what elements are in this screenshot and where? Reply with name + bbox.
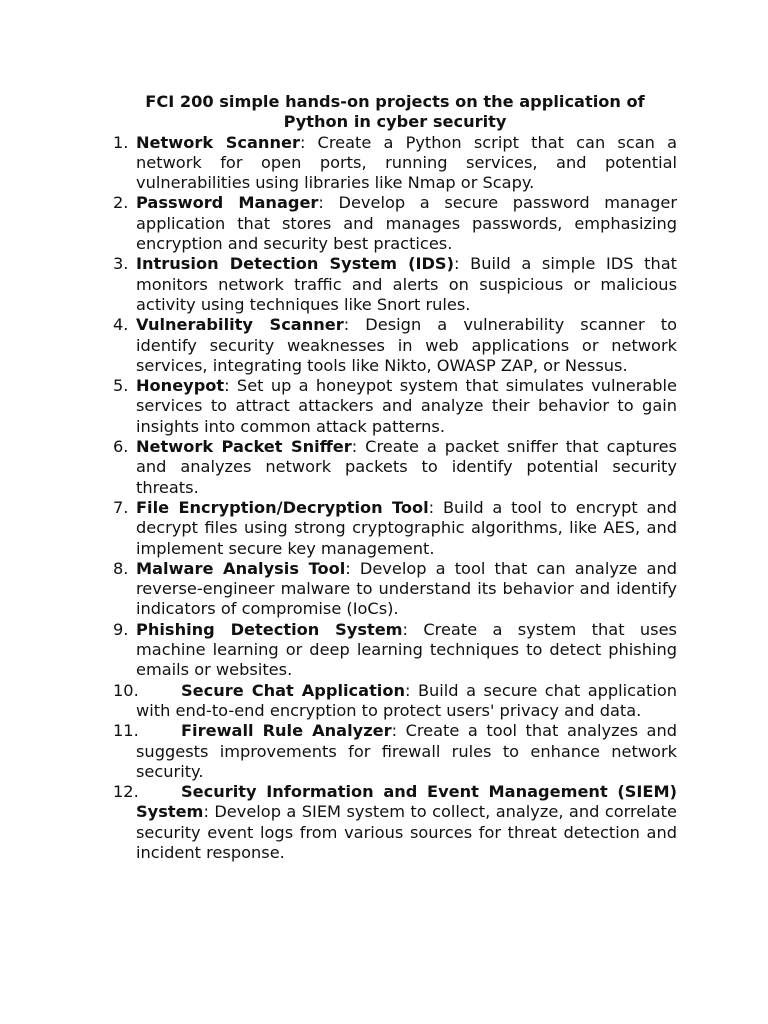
item-number: 10. — [113, 680, 139, 700]
item-text: : Create a Python script that can scan a network for open ports, running services, and potential vulnerabilities using libraries like Nmap or Scapy. — [136, 132, 677, 193]
item-number: 12. — [113, 782, 139, 802]
item-text: : Create a packet sniffer that captures and analyzes network packets to identify potential security threats. — [136, 437, 677, 497]
document-body — [113, 92, 677, 863]
item-text: : Build a simple IDS that monitors network traffic and alerts on suspicious or malicious activity using techniques like Snort rules. — [136, 254, 677, 314]
item-number: 6. — [113, 437, 129, 457]
item-number: 1. — [113, 132, 129, 152]
item-number: 4. — [113, 315, 129, 335]
list-item — [113, 782, 677, 863]
item-term: Password Manager — [136, 193, 319, 213]
item-text: : Set up a honeypot system that simulates vulnerable services to attract attackers and analyze their behavior to gain insights into common attack patterns. — [136, 376, 677, 436]
list-item — [113, 681, 677, 722]
item-text: : Build a secure chat application with end-to-end encryption to protect users' privacy and data. — [136, 680, 677, 720]
item-term: Malware Analysis Tool — [136, 558, 346, 578]
item-text: : Create a system that uses machine learning or deep learning techniques to detect phishing emails or websites. — [136, 619, 677, 680]
list-item — [113, 498, 677, 559]
list-item — [113, 437, 677, 498]
item-term: Vulnerability Scanner — [136, 315, 344, 335]
item-term: File Encryption/Decryption Tool — [136, 497, 429, 517]
item-term: Network Packet Sniffer — [136, 437, 352, 457]
item-number: 8. — [113, 558, 129, 578]
list-item — [113, 254, 677, 315]
item-text: : Design a vulnerability scanner to identify security weaknesses in web applications or network services, integrating tools like Nikto, OWASP ZAP, or Nessus. — [136, 315, 678, 375]
item-text: : Build a tool to encrypt and decrypt files using strong cryptographic algorithms, like AES, and implement secure key management. — [136, 497, 677, 558]
document-title — [113, 92, 677, 133]
item-term: Phishing Detection System — [136, 619, 403, 639]
item-term: Firewall Rule Analyzer — [181, 721, 392, 741]
item-text: : Develop a tool that can analyze and reverse-engineer malware to understand its behavior and identify indicators of compromise (IoCs). — [136, 558, 677, 619]
item-term: Secure Chat Application — [181, 680, 405, 700]
item-text: : Develop a SIEM system to collect, analyze, and correlate security event logs from various sources for threat detection and incident response. — [136, 802, 677, 862]
item-text: : Develop a secure password manager application that stores and manages passwords, emphasizing encryption and security best practices. — [136, 193, 677, 254]
list-item — [113, 133, 677, 194]
list-item — [113, 193, 677, 254]
title-line-1: FCI 200 simple hands-on projects on the application of — [145, 92, 645, 111]
list-item — [113, 721, 677, 782]
item-number: 11. — [113, 721, 139, 741]
item-number: 2. — [113, 193, 129, 213]
item-text: : Create a tool that analyzes and suggests improvements for firewall rules to enhance network security. — [136, 721, 677, 781]
item-number: 3. — [113, 254, 129, 274]
item-term: Security Information and Event Management (SIEM) System — [136, 782, 677, 822]
list-item — [113, 315, 677, 376]
project-list — [113, 133, 677, 864]
title-line-2: Python in cyber security — [283, 112, 507, 132]
item-number: 9. — [113, 619, 129, 639]
item-number: 5. — [113, 376, 129, 396]
list-item — [113, 620, 677, 681]
item-number: 7. — [113, 497, 129, 517]
item-term: Network Scanner — [136, 132, 300, 152]
item-term: Intrusion Detection System (IDS) — [136, 254, 454, 274]
list-item — [113, 559, 677, 620]
list-item — [113, 376, 677, 437]
item-term: Honeypot — [136, 376, 225, 396]
